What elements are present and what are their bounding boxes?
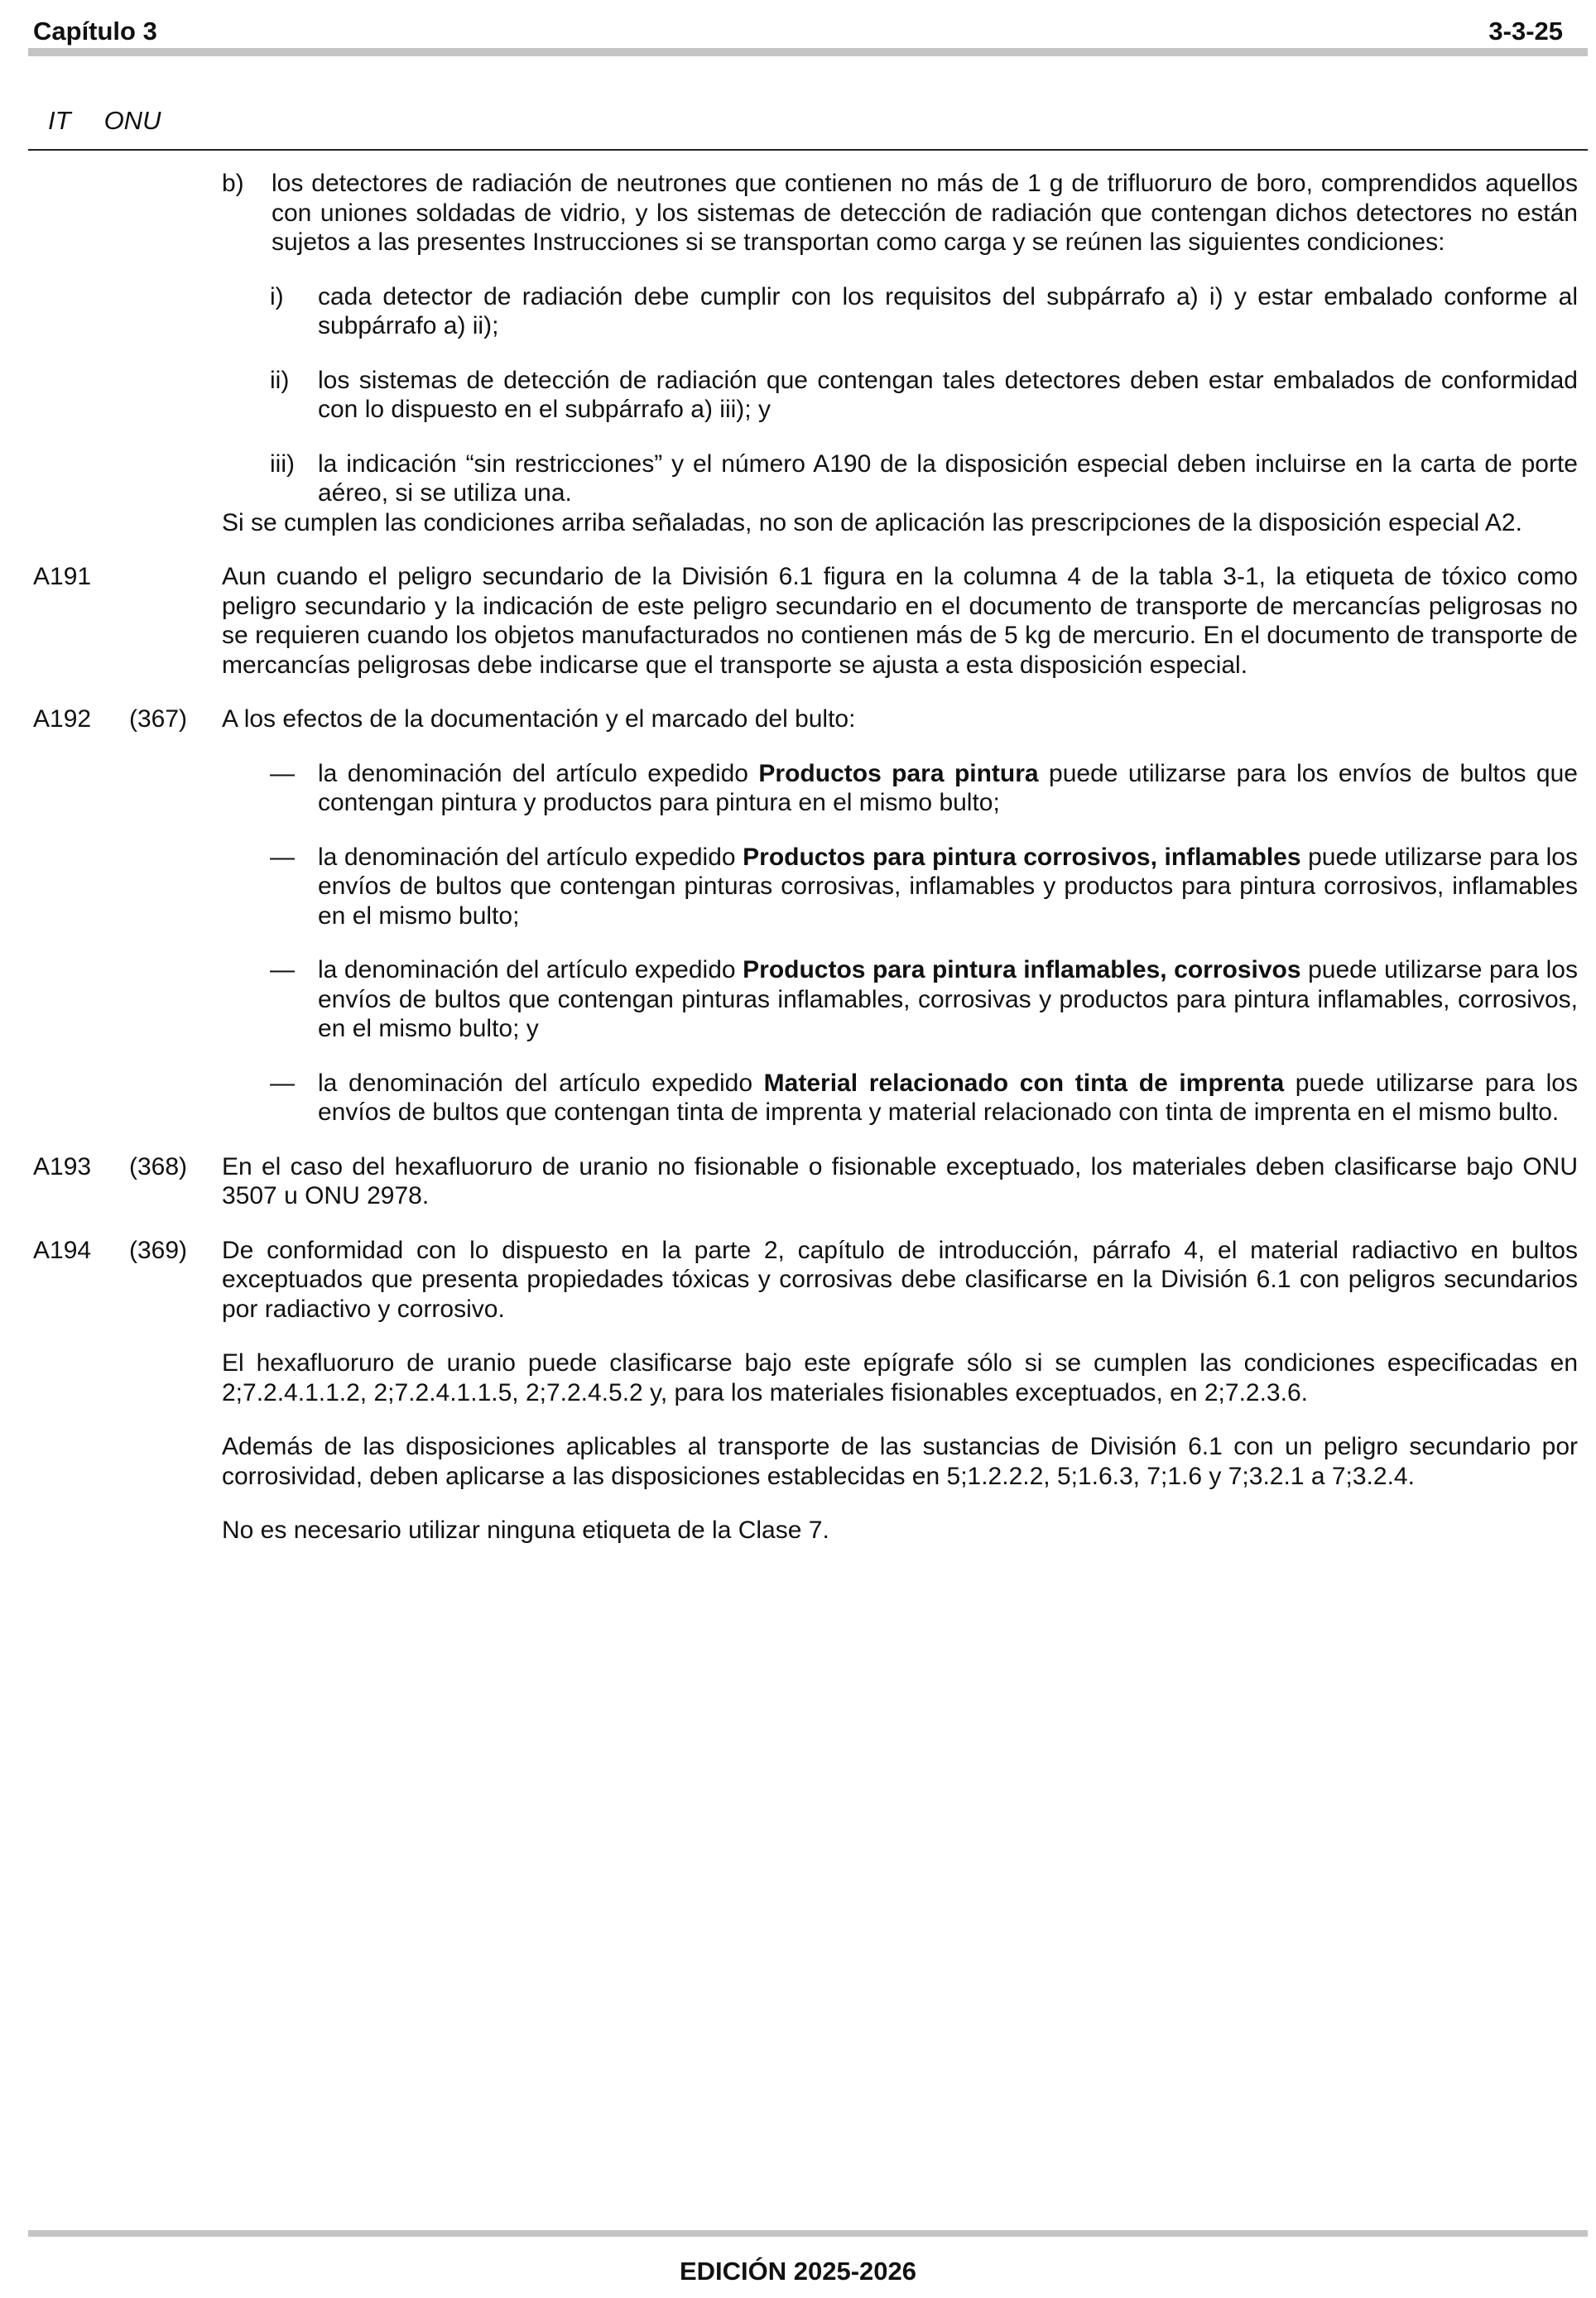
provision-a194 (33, 1236, 1578, 1546)
item-text: cada detector de radiación debe cumplir con los requisitos del subpárrafo a) i) y estar embalado conforme al subpárrafo a) ii); (318, 282, 1578, 339)
provision-ref: (368) (129, 1152, 188, 1180)
list-item (270, 450, 1578, 508)
shipping-name: Productos para pintura (758, 759, 1039, 787)
dash-bullet: — (270, 956, 295, 983)
provision-number: A193 (33, 1152, 92, 1180)
dash-list (222, 759, 1578, 1127)
provision-text: De conformidad con lo dispuesto en la parte 2, capítulo de introducción, párrafo 4, el material radiactivo en bultos exceptuados que presenta propiedades tóxicas y corrosivas debe clasificarse en la División 6.1 con peligros secundarios por radiactivo y corrosivo. (222, 1236, 1578, 1323)
provision-ref: (369) (129, 1236, 188, 1264)
provision-a191 (33, 562, 1578, 680)
column-codes (48, 106, 161, 136)
sublist (222, 282, 1578, 508)
provision-ref: (367) (129, 705, 188, 733)
page-number: 3-3-25 (1488, 17, 1563, 46)
list-item: — la denominación del artículo expedido Productos para pintura puede utilizarse para los envíos de bultos que contengan pintura y productos para pintura en el mismo bulto; (270, 759, 1578, 816)
item-text: los sistemas de detección de radiación que contengan tales detectores deben estar embalados de conformidad con lo dispuesto en el subpárrafo a) iii); y (318, 366, 1578, 423)
item-text: los detectores de radiación de neutrones que contienen no más de 1 g de trifluoruro de boro, comprendidos aquellos con uniones soldadas de vidrio, y los sistemas de detección de radiación que contengan dichos detectores no están sujetos a las presentes Instrucciones si se transportan como carga y se reúnen las siguientes condiciones: (272, 170, 1578, 256)
provision-ref (129, 562, 222, 680)
provision-number: A194 (33, 1236, 92, 1264)
provision-text: Además de las disposiciones aplicables al transporte de las sustancias de División 6.1 con un peligro secundario por corrosividad, deben aplicarse a las disposiciones establecidas en 5;1.2.2.2, 5;1.6.3, 7;1.6 y 7;3.2.1 a 7;3.2.4. (222, 1433, 1578, 1490)
header-rule (28, 48, 1588, 56)
item-label: b) (222, 170, 244, 197)
list-item: — la denominación del artículo expedido Productos para pintura corrosivos, inflamables puede utilizarse para los envíos de bultos que contengan pinturas corrosivas, inflamables y productos para pintura corrosivos, inflamables en el mismo bulto; (270, 843, 1578, 930)
list-item (270, 282, 1578, 341)
closing-paragraph: Si se cumplen las condiciones arriba señaladas, no son de aplicación las prescripciones de la disposición especial A2. (222, 508, 1522, 536)
provision-text: El hexafluoruro de uranio puede clasificarse bajo este epígrafe sólo si se cumplen las condiciones especificadas en 2;7.2.4.1.1.2, 2;7.2.4.1.1.5, 2;7.2.4.5.2 y, para los materiales fisionables exceptuados, en 2;7.2.3.6. (222, 1349, 1578, 1406)
dash-bullet: — (270, 843, 295, 871)
codes-rule (28, 149, 1588, 151)
document-body (33, 169, 1578, 1570)
chapter-title: Capítulo 3 (33, 17, 157, 46)
list-item: — la denominación del artículo expedido Material relacionado con tinta de imprenta puede utilizarse para los envíos de bultos que contengan tinta de imprenta y material relacionado con tinta de imprenta en el mismo bulto. (270, 1069, 1578, 1126)
provision-a192 (33, 704, 1578, 1127)
item-label: i) (270, 282, 284, 310)
item-text: la indicación “sin restricciones” y el número A190 de la disposición especial deben incluirse en la carta de porte aéreo, si se utiliza una. (318, 450, 1578, 507)
code-it: IT (48, 106, 71, 135)
provision-intro: A los efectos de la documentación y el marcado del bulto: (222, 705, 856, 733)
list-item (270, 366, 1578, 425)
provision-text: No es necesario utilizar ninguna etiqueta de la Clase 7. (222, 1517, 829, 1544)
provision-number: A192 (33, 705, 92, 733)
shipping-name: Material relacionado con tinta de imprenta (763, 1069, 1285, 1097)
provision-a193 (33, 1152, 1578, 1211)
list-item: — la denominación del artículo expedido Productos para pintura inflamables, corrosivos puede utilizarse para los envíos de bultos que contengan pinturas inflamables, corrosivas y productos para pintura inflamables, corrosivos, en el mismo bulto; y (270, 956, 1578, 1042)
dash-bullet: — (270, 759, 295, 787)
edition-footer: EDICIÓN 2025-2026 (679, 2257, 917, 2286)
provision-continuation (33, 169, 1578, 537)
provision-text: En el caso del hexafluoruro de uranio no fisionable o fisionable exceptuado, los materiales deben clasificarse bajo ONU 3507 u ONU 2978. (222, 1152, 1578, 1209)
list-item-b (222, 169, 1578, 257)
footer-rule (28, 2230, 1588, 2237)
provision-number: A191 (33, 563, 92, 590)
item-label: ii) (270, 366, 290, 394)
provision-text: Aun cuando el peligro secundario de la División 6.1 figura en la columna 4 de la tabla 3-1, la etiqueta de tóxico como peligro secundario y la indicación de este peligro secundario en el documento de transporte de mercancías peligrosas no se requieren cuando los objetos manufacturados no contienen más de 5 kg de mercurio. En el documento de transporte de mercancías peligrosas debe indicarse que el transporte se ajusta a esta disposición especial. (222, 563, 1578, 679)
shipping-name: Productos para pintura inflamables, corrosivos (743, 956, 1301, 983)
page-header (33, 0, 1563, 46)
shipping-name: Productos para pintura corrosivos, inflamables (743, 843, 1301, 871)
dash-bullet: — (270, 1069, 295, 1097)
code-onu: ONU (103, 106, 161, 135)
item-label: iii) (270, 450, 295, 478)
